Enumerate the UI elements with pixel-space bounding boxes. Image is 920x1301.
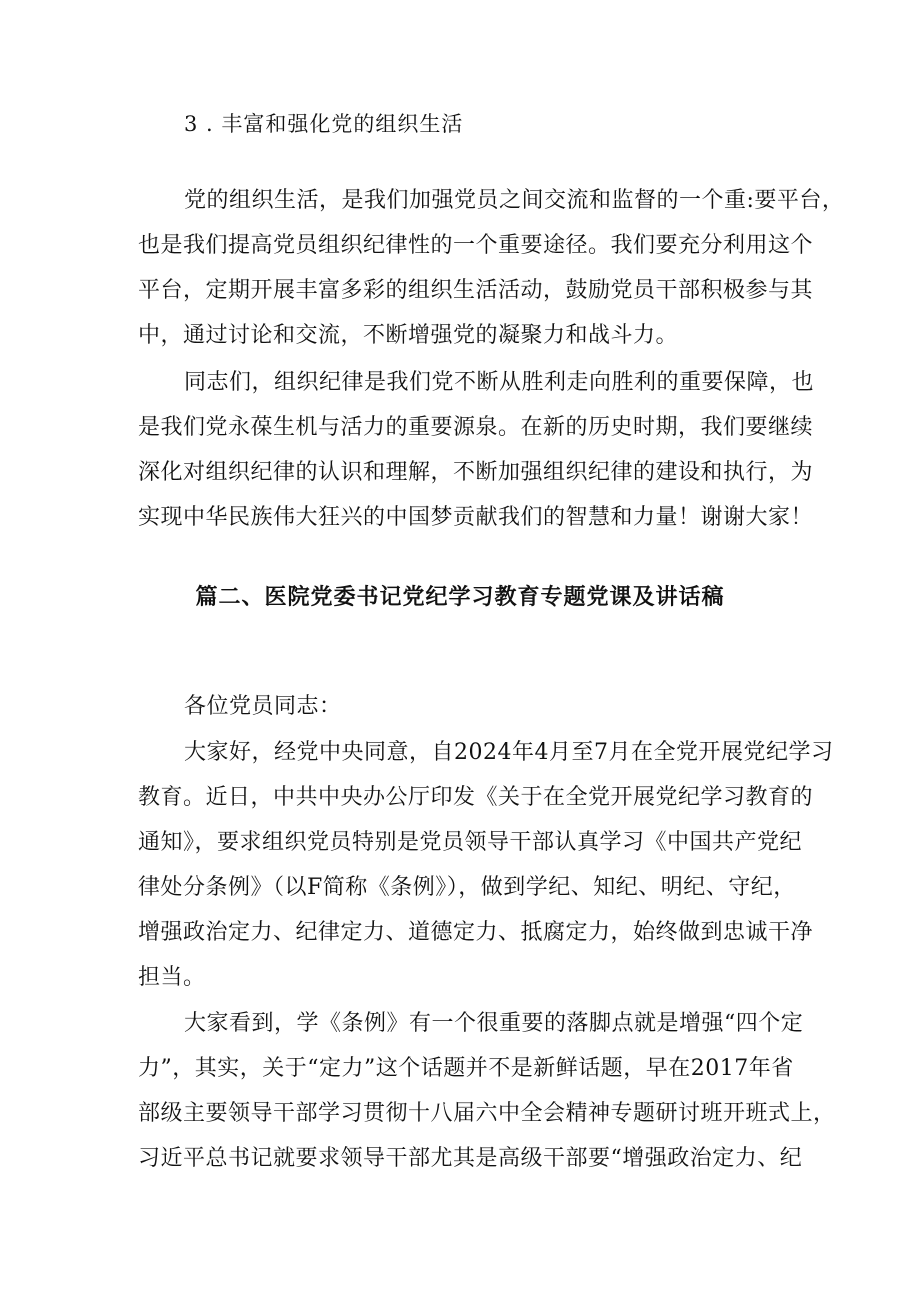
paragraph-line: 担当。 <box>138 965 206 990</box>
paragraph-line: 实现中华民族伟大狂兴的中国梦贡献我们的智慧和力量！谢谢大家！ <box>138 505 814 530</box>
paragraph-line: 增强政治定力、纪律定力、道德定力、抵腐定力，始终做到忠诚干净 <box>138 920 814 945</box>
salutation: 各位党员同志： <box>184 694 342 719</box>
paragraph-line: 平台，定期开展丰富多彩的组织生活活动，鼓励党员干部积极参与其 <box>138 278 814 303</box>
paragraph-line: 大家好，经党中央同意，自2024年4月至7月在全党开展党纪学习 <box>184 740 834 765</box>
paragraph-line: 也是我们提高党员组织纪律性的一个重要途径。我们要充分利用这个 <box>138 233 814 258</box>
section-heading: 3 . 丰富和强化党的组织生活 <box>184 112 464 136</box>
paragraph-line: 大家看到，学《条例》有一个很重要的落脚点就是增强“四个定 <box>184 1011 804 1036</box>
paragraph-line: 中，通过讨论和交流，不断增强党的凝聚力和战斗力。 <box>138 323 679 348</box>
paragraph-line: 同志们，组织纪律是我们党不断从胜利走向胜利的重要保障，也 <box>184 370 815 395</box>
paragraph-line: 部级主要领导干部学习贯彻十八届六中全会精神专题研讨班开班式上， <box>138 1101 836 1126</box>
paragraph-line: 习近平总书记就要求领导干部尤其是高级干部要“增强政治定力、纪 <box>138 1146 803 1171</box>
paragraph-line: 力”，其实，关于“定力”这个话题并不是新鲜话题，早在2017年省 <box>138 1056 794 1081</box>
paragraph-line: 党的组织生活，是我们加强党员之间交流和监督的一个重:要平台， <box>184 188 845 213</box>
article-title: 篇二、医院党委书记党纪学习教育专题党课及讲话稿 <box>195 584 725 610</box>
paragraph-line: 通知》，要求组织党员特别是党员领导干部认真学习《中国共产党纪 <box>138 830 803 855</box>
paragraph-line: 深化对组织纪律的认识和理解，不断加强组织纪律的建设和执行，为 <box>138 460 814 485</box>
paragraph-line: 教育。近日，中共中央办公厅印发《关于在全党开展党纪学习教育的 <box>138 785 814 810</box>
paragraph-line: 律处分条例》（以F简称《条例》），做到学纪、知纪、明纪、守纪， <box>138 875 796 900</box>
paragraph-line: 是我们党永葆生机与活力的重要源泉。在新的历史时期，我们要继续 <box>138 415 814 440</box>
